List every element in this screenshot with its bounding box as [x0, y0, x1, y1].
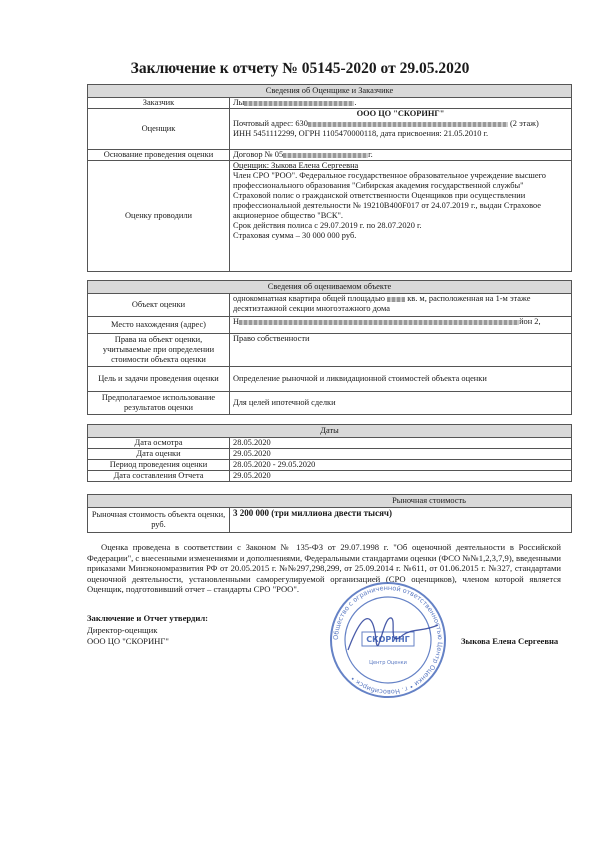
section-header: Даты	[88, 425, 572, 438]
performed-value	[230, 161, 572, 272]
appraiser-label: Оценщик	[88, 109, 230, 150]
market-value-table	[87, 494, 572, 533]
market-value: 3 200 000 (три миллиона двести тысяч)	[230, 508, 572, 533]
company-stamp	[328, 580, 448, 700]
location-label: Место нахождения (адрес)	[88, 317, 230, 334]
table-row	[88, 471, 572, 482]
sro-membership: Член СРО "РОО". Федеральное государственное образовательное учреждение высшего профессионального образования "Сибирская академия государственной службы"	[233, 171, 546, 190]
rights-value: Право собственности	[230, 334, 572, 367]
appraiser-value	[230, 109, 572, 150]
appraiser-address: Почтовый адрес: 630 (2 этаж)	[233, 119, 539, 128]
object-value: однокомнатная квартира общей площадью кв. м, расположенная на 1-м этаже десятиэтажной секции многоэтажного дома	[230, 294, 572, 317]
date-value: 28.05.2020	[230, 438, 572, 449]
date-label: Дата составления Отчета	[88, 471, 230, 482]
insurance-sum: Страховая сумма – 30 000 000 руб.	[233, 231, 357, 240]
basis-value: Договор № 05 г.	[230, 150, 572, 161]
date-label: Период проведения оценки	[88, 460, 230, 471]
use-value: Для целей ипотечной сделки	[230, 392, 572, 415]
goal-label: Цель и задачи проведения оценки	[88, 367, 230, 392]
insurance-policy: Страховой полис о гражданской ответственности Оценщиков при осуществлении профессиональной деятельности № 19210В400F017 от 24.07.2019 г., выдан Страховое акционерное общество "ВСК".	[233, 191, 541, 220]
appraiser-customer-table	[87, 84, 572, 272]
section-header: Сведения об Оценщике и Заказчике	[88, 85, 572, 98]
location-value: Н йон 2,	[230, 317, 572, 334]
object-label: Объект оценки	[88, 294, 230, 317]
date-label: Дата осмотра	[88, 438, 230, 449]
basis-label: Основание проведения оценки	[88, 150, 230, 161]
appraiser-ids: ИНН 5451112299, ОГРН 1105470000118, дата присвоения: 21.05.2010 г.	[233, 129, 489, 138]
table-row	[88, 438, 572, 449]
section-header: Рыночная стоимость	[88, 495, 572, 508]
svg-text:Общество с ограниченной ответс: Общество с ограниченной ответственностью Центр Оценки • г. Новосибирск •	[331, 583, 445, 697]
date-label: Дата оценки	[88, 449, 230, 460]
section-header: Сведения об оцениваемом объекте	[88, 281, 572, 294]
date-value: 28.05.2020 - 29.05.2020	[230, 460, 572, 471]
svg-text:Центр Оценки: Центр Оценки	[369, 660, 407, 666]
use-label: Предполагаемое использование результатов оценки	[88, 392, 230, 415]
table-row	[88, 449, 572, 460]
performed-label: Оценку проводили	[88, 161, 230, 272]
policy-term: Срок действия полиса с 29.07.2019 г. по 28.07.2020 г.	[233, 221, 422, 230]
market-value-label: Рыночная стоимость объекта оценки, руб.	[88, 508, 230, 533]
svg-text:СКОРИНГ: СКОРИНГ	[366, 635, 410, 644]
dates-table	[87, 424, 572, 482]
date-value: 29.05.2020	[230, 449, 572, 460]
signer-name: Зыкова Елена Сергеевна	[461, 636, 559, 646]
customer-value: Лы .	[230, 98, 572, 109]
conclusion-paragraph: Оценка проведена в соответствии с Законом № 135-ФЗ от 29.07.1998 г. "Об оценочной деятельности в Российской Федерации", с внесенными изменениями и дополнениями, Федеральными стандартами оценки (ФСО №№1,2,3,7,9), введенными приказами Минэкономразвития РФ от 20.05.2015 г. №№297,298,299, от 25.09.2014 г. №611, от 01.06.2015 г. №327, стандартами оценочной деятельности, установленными саморегулируемой организацией (СРО оценщиков), членом которой является Оценщик, подготовивший отчет – стандарты СРО "РОО".	[87, 542, 561, 595]
appraiser-name: ООО ЦО "СКОРИНГ"	[356, 109, 445, 118]
object-table	[87, 280, 572, 415]
date-value: 29.05.2020	[230, 471, 572, 482]
customer-label: Заказчик	[88, 98, 230, 109]
appraiser-person: Оценщик: Зыкова Елена Сергеевна	[233, 161, 359, 170]
approver-company: ООО ЦО "СКОРИНГ"	[87, 636, 169, 646]
approval-heading: Заключение и Отчет утвердил:	[87, 613, 209, 623]
approver-position: Директор-оценщик	[87, 625, 158, 635]
table-row	[88, 460, 572, 471]
rights-label: Права на объект оценки, учитываемые при определении стоимости объекта оценки	[88, 334, 230, 367]
goal-value: Определение рыночной и ликвидационной стоимостей объекта оценки	[230, 367, 572, 392]
document-title: Заключение к отчету № 05145-2020 от 29.05.2020	[130, 60, 470, 77]
